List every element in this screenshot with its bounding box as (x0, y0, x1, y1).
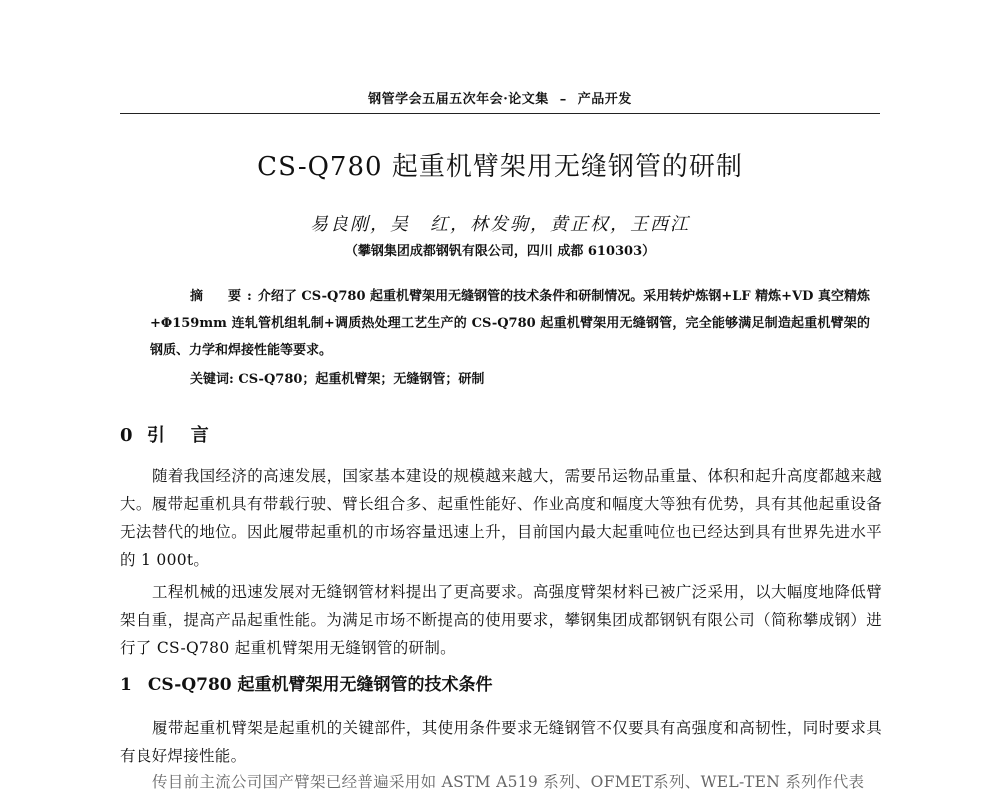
body-paragraph: 随着我国经济的高速发展，国家基本建设的规模越来越大，需要吊运物品重量、体积和起升高度都越来越大。履带起重机具有带载行驶、臂长组合多、起重性能好、作业高度和幅度大等独有优势，具有其他起重设备无法替代的地位。因此履带起重机的市场容量迅速上升，目前国内最大起重吨位也已经达到具有世界先进水平的 1 000t。 (120, 466, 882, 569)
running-header (120, 88, 880, 114)
section-title: CS-Q780 起重机臂架用无缝钢管的技术条件 (147, 675, 493, 695)
section-title: 引 言 (146, 425, 213, 446)
abstract-text: 介绍了 CS-Q780 起重机臂架用无缝钢管的技术条件和研制情况。采用转炉炼钢+LF 精炼+VD 真空精炼+Φ159mm 连轧管机组轧制+调质热处理工艺生产的 CS-Q780 起重机臂架用无缝钢管，完全能够满足制造起重机臂架的钢质、力学和焊接性能等要求。 (150, 289, 870, 358)
section-number: 0 (120, 425, 137, 446)
body-paragraph: 工程机械的迅速发展对无缝钢管材料提出了更高要求。高强度臂架材料已被广泛采用，以大幅度地降低臂架自重，提高产品起重性能。为满足市场不断提高的使用要求，攀钢集团成都钢钒有限公司（简称攀成钢）进行了 CS-Q780 起重机臂架用无缝钢管的研制。 (120, 582, 882, 657)
running-header-series: 钢管学会五届五次年会 (368, 92, 504, 107)
section-number: 1 (120, 675, 132, 695)
running-header-bullet: · (503, 92, 509, 107)
paper-title: CS-Q780 起重机臂架用无缝钢管的研制 (257, 152, 743, 182)
body-paragraph-cutoff: 传目前主流公司国产臂架已经普遍采用如 ASTM A519 系列、OFMET系列、WEL-TEN 系列作代表 (152, 772, 865, 791)
abstract-label: 摘 要: (190, 289, 258, 304)
running-header-collection: 论文集 (508, 92, 549, 107)
running-header-dash: – (559, 92, 567, 107)
keywords-label: 关键词: (190, 372, 234, 387)
keywords (190, 368, 870, 387)
abstract (150, 283, 870, 364)
body-paragraph: 履带起重机臂架是起重机的关键部件，其使用条件要求无缝钢管不仅要具有高强度和高韧性，同时要求具有良好焊接性能。 (120, 718, 882, 765)
keywords-text: CS-Q780；起重机臂架；无缝钢管；研制 (238, 372, 485, 387)
author-list: 易良刚，吴 红，林发驹，黄正权，王西江 (310, 214, 690, 235)
running-header-category: 产品开发 (577, 92, 632, 107)
section-heading-technical-conditions (120, 670, 493, 695)
author-affiliation: （攀钢集团成都钢钒有限公司，四川 成都 610303） (344, 244, 656, 259)
section-heading-introduction (120, 421, 213, 447)
